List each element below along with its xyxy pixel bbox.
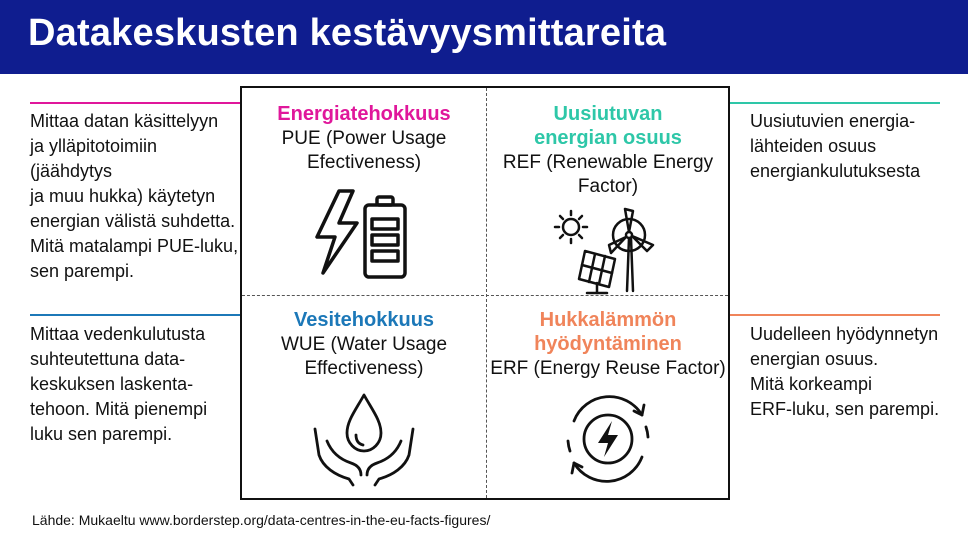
heat-description	[750, 322, 950, 422]
energy-cell	[242, 102, 486, 281]
renewable-description	[750, 109, 950, 184]
heat-subtitle: ERF (Energy Reuse Factor)	[490, 358, 726, 379]
metrics-grid	[240, 86, 730, 500]
renewable-rule	[730, 102, 940, 104]
heat-rule	[730, 314, 940, 316]
renewable-title: Uusiutuvan energian osuus	[534, 103, 682, 149]
source-note: Lähde: Mukaeltu www.borderstep.org/data-centres-in-the-eu-facts-figures/	[32, 512, 491, 528]
renewable-description-text: Uusiutuvien energia- lähteiden osuus energiankulutuksesta	[750, 111, 921, 181]
heat-title: Hukkalämmön hyödyntäminen	[534, 309, 682, 355]
water-title: Vesitehokkuus	[293, 309, 435, 331]
energy-subtitle: PUE (Power Usage Efectiveness)	[281, 128, 447, 173]
renewable-cell	[486, 102, 730, 295]
renewable-subtitle: REF (Renewable Energy Factor)	[502, 152, 714, 197]
header-banner	[0, 0, 968, 74]
energy-recycle-icon	[558, 391, 658, 487]
solar-wind-icon	[553, 205, 663, 295]
water-rule	[30, 314, 240, 316]
energy-rule	[30, 102, 240, 104]
energy-description-text: Mittaa datan käsittelyyn ja ylläpitotoimiin (jäähdytys ja muu hukka) käytetyn energian välistä suhdetta. Mitä matalampi PUE-luku, sen parempi.	[30, 111, 239, 281]
energy-title: Energiatehokkuus	[277, 103, 451, 125]
water-drop-hands-icon	[309, 389, 419, 489]
lightning-battery-icon	[309, 185, 419, 281]
water-cell	[242, 308, 486, 489]
energy-description	[30, 109, 240, 284]
horizontal-divider	[242, 295, 728, 296]
water-subtitle: WUE (Water Usage Effectiveness)	[280, 334, 448, 379]
page-title: Datakeskusten kestävyysmittareita	[28, 12, 667, 54]
heat-description-text: Uudelleen hyödynnetyn energian osuus. Mitä korkeampi ERF-luku, sen parempi.	[750, 324, 940, 419]
water-description-text: Mittaa vedenkulutusta suhteutettuna data- keskuksen laskenta- tehoon. Mitä pienempi luku sen parempi.	[30, 324, 208, 444]
heat-cell	[486, 308, 730, 487]
water-description	[30, 322, 240, 447]
